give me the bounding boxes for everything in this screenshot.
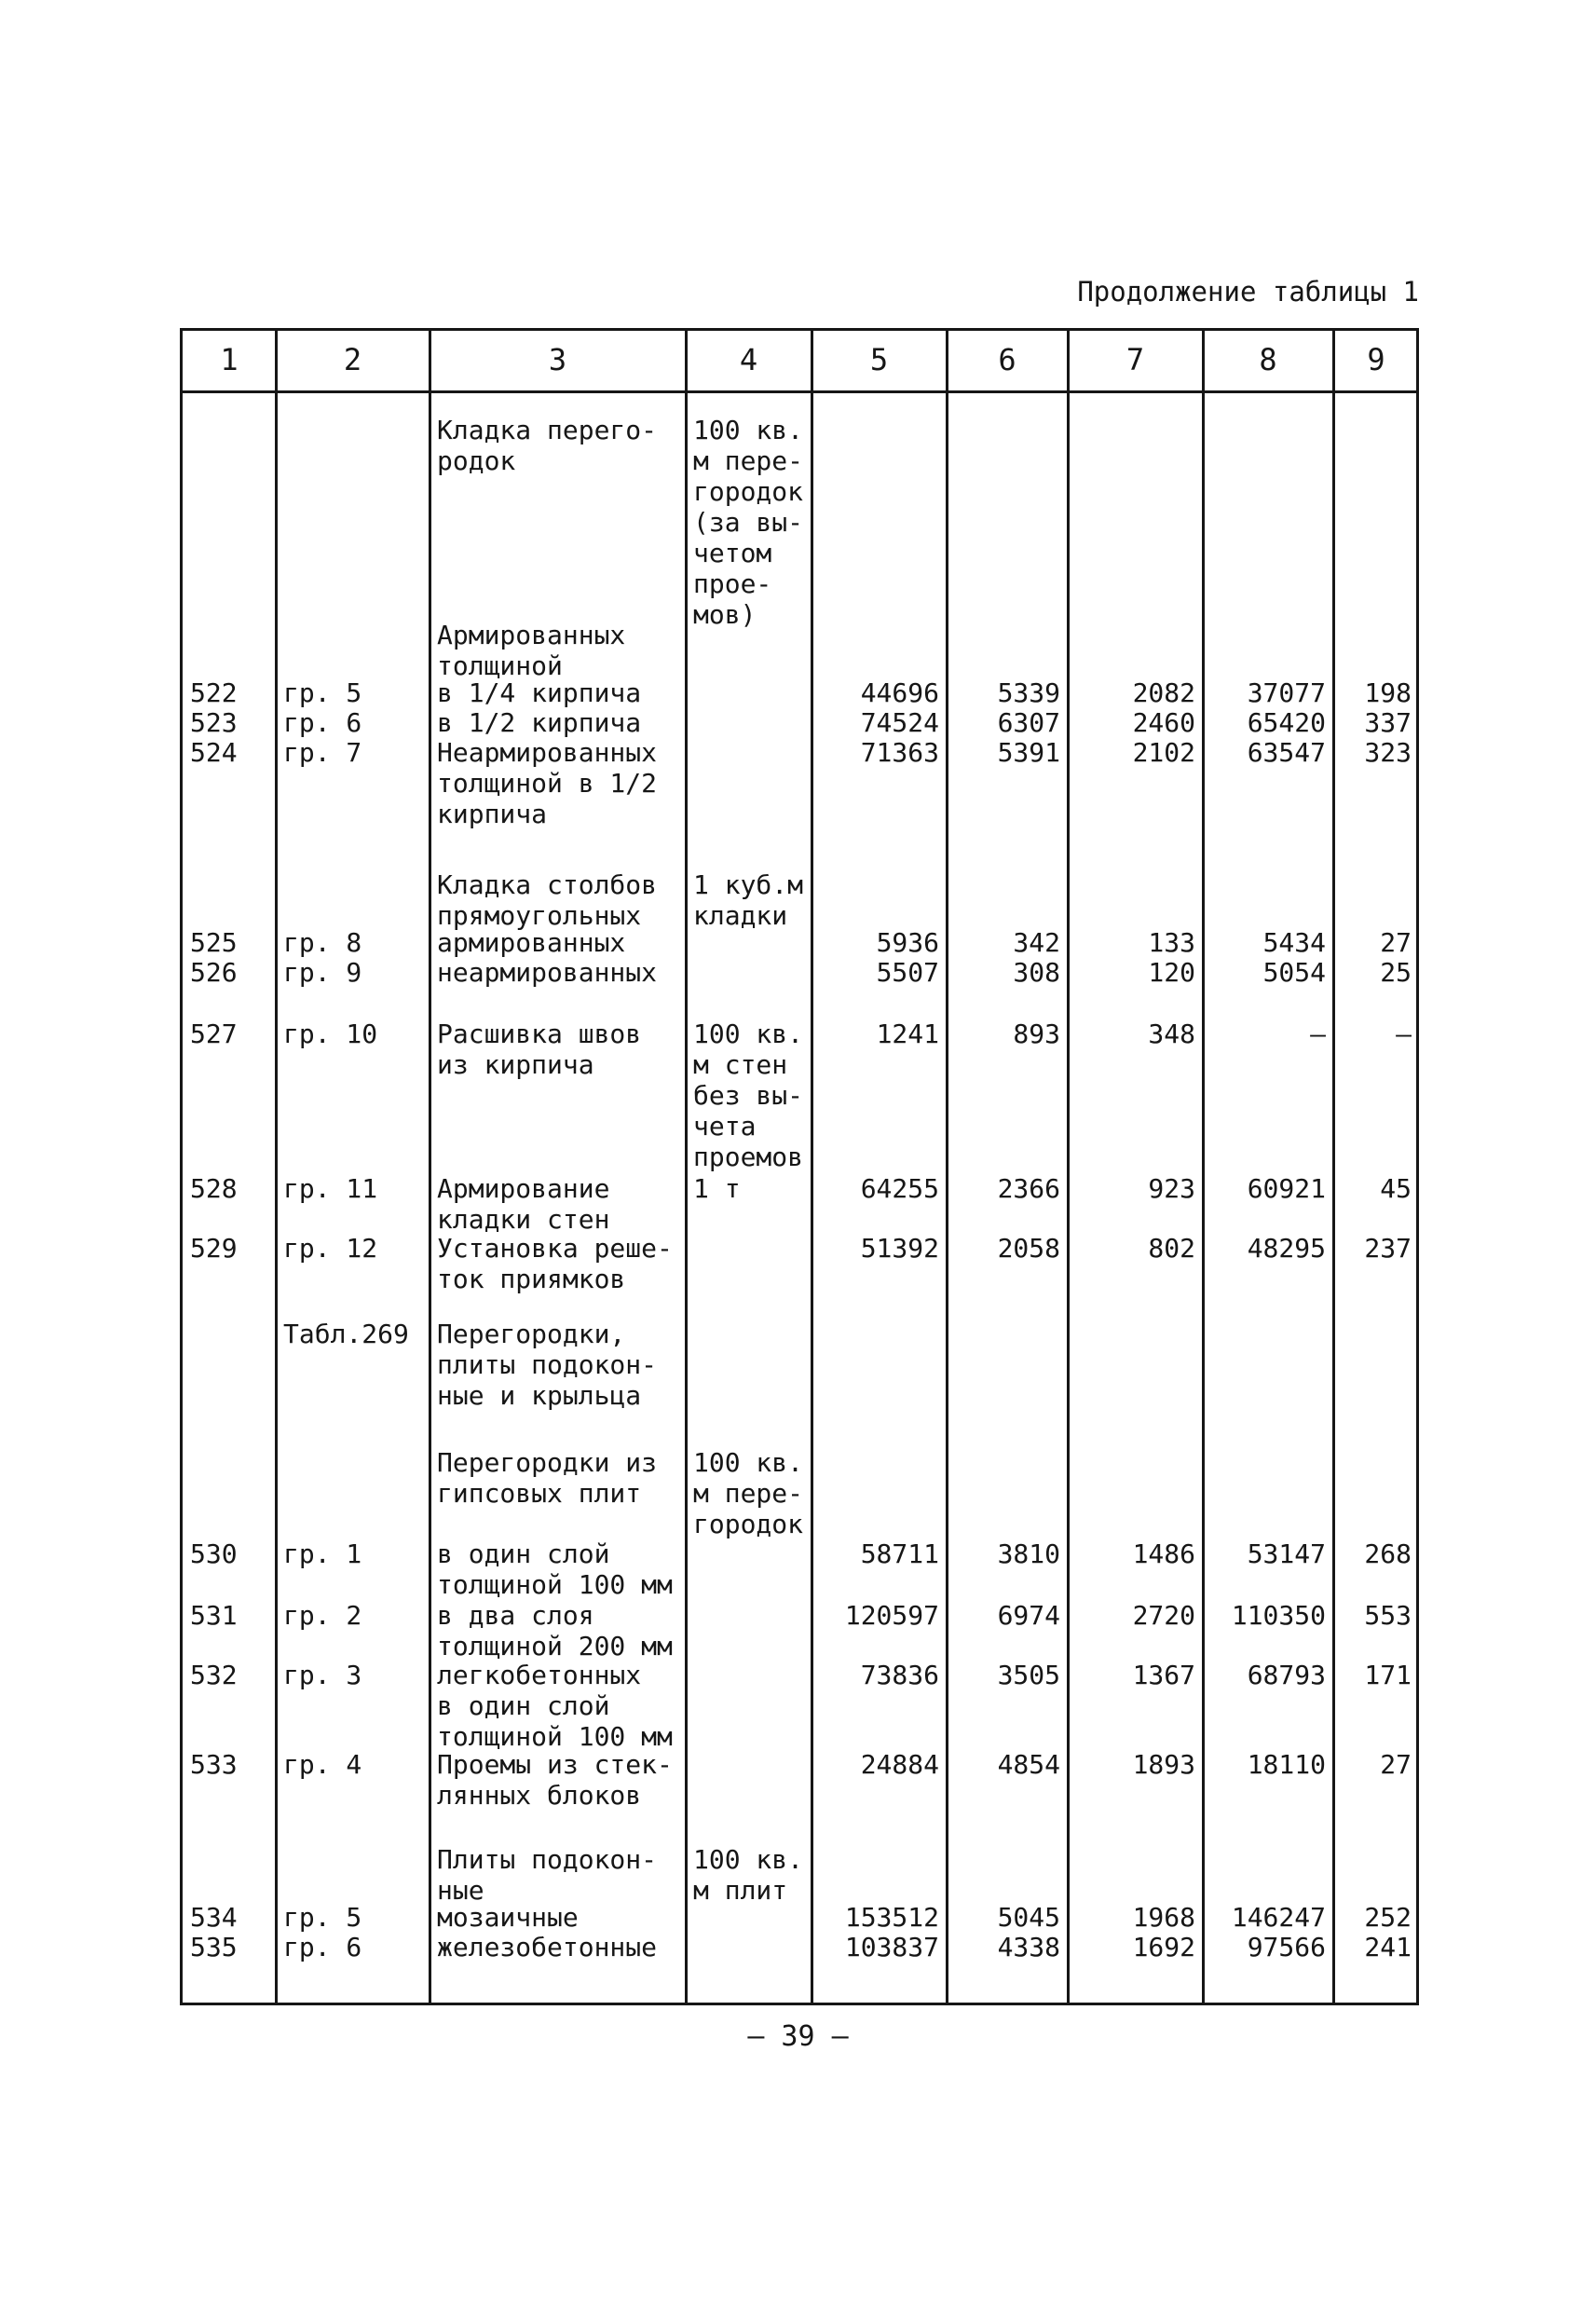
table-cell-col8: 48295 [1247, 1233, 1326, 1264]
table-cell-col7: 133 [1148, 927, 1195, 958]
table-cell-col6: 5339 [997, 677, 1060, 708]
table-cell-col3: Армированных толщиной [437, 620, 626, 681]
table-cell-col9: 25 [1380, 957, 1412, 988]
table-cell-col2: гр. 11 [283, 1173, 378, 1204]
column-divider [946, 331, 948, 2003]
table-cell-col7: 923 [1148, 1173, 1195, 1204]
table-cell-col1: 528 [190, 1173, 238, 1204]
table-cell-col3: железобетонные [437, 1932, 658, 1962]
table-cell-col4: 100 кв. м пере- городок [693, 1447, 804, 1539]
table-cell-col2: гр. 10 [283, 1019, 378, 1049]
table-cell-col3: в один слой толщиной 100 мм [437, 1538, 673, 1600]
table-cell-col6: 3505 [997, 1660, 1060, 1690]
table-cell-col6: 6307 [997, 707, 1060, 738]
table-cell-col5: 58711 [860, 1538, 939, 1569]
table-cell-col3: мозаичные [437, 1902, 579, 1933]
table-cell-col4: 1 куб.м кладки [693, 869, 804, 931]
table-cell-col9: 27 [1380, 927, 1412, 958]
table-cell-col1: 526 [190, 957, 238, 988]
column-divider [429, 331, 431, 2003]
table-cell-col9: 45 [1380, 1173, 1412, 1204]
column-divider [1332, 331, 1335, 2003]
table-cell-col2: гр. 5 [283, 677, 362, 708]
data-table [180, 328, 1419, 2005]
table-cell-col1: 527 [190, 1019, 238, 1049]
table-cell-col3: Перегородки из гипсовых плит [437, 1447, 658, 1509]
table-cell-col3: в 1/4 кирпича [437, 677, 642, 708]
table-cell-col5: 120597 [844, 1600, 939, 1631]
column-header-2: 2 [343, 342, 362, 377]
table-cell-col2: гр. 8 [283, 927, 362, 958]
table-cell-col8: 60921 [1247, 1173, 1326, 1204]
table-cell-col2: гр. 2 [283, 1600, 362, 1631]
table-cell-col6: 5391 [997, 737, 1060, 768]
table-cell-col9: 241 [1364, 1932, 1412, 1962]
table-cell-col8: 110350 [1231, 1600, 1326, 1631]
table-cell-col4: 100 кв. м плит [693, 1844, 804, 1906]
table-cell-col3: легкобетонных в один слой толщиной 100 мм [437, 1660, 673, 1752]
table-cell-col9: 198 [1364, 677, 1412, 708]
table-cell-col2: гр. 1 [283, 1538, 362, 1569]
table-cell-col7: 1367 [1132, 1660, 1195, 1690]
table-cell-col1: 534 [190, 1902, 238, 1933]
table-cell-col3: Кладка столбов прямоугольных [437, 869, 658, 931]
table-cell-col3: Проемы из стек- лянных блоков [437, 1749, 673, 1811]
table-cell-col8: 5434 [1262, 927, 1326, 958]
table-cell-col2: гр. 3 [283, 1660, 362, 1690]
column-divider [275, 331, 278, 2003]
table-cell-col5: 71363 [860, 737, 939, 768]
column-header-5: 5 [869, 342, 889, 377]
column-header-3: 3 [548, 342, 567, 377]
table-cell-col3: армированных [437, 927, 626, 958]
table-cell-col8: 18110 [1247, 1749, 1326, 1780]
table-cell-col9: 252 [1364, 1902, 1412, 1933]
table-cell-col9: 27 [1380, 1749, 1412, 1780]
table-cell-col7: 1692 [1132, 1932, 1195, 1962]
table-cell-col7: 2460 [1132, 707, 1195, 738]
table-cell-col3: Расшивка швов из кирпича [437, 1019, 642, 1080]
table-continuation-caption: Продолжение таблицы 1 [1077, 276, 1419, 308]
table-cell-col8: 37077 [1247, 677, 1326, 708]
table-cell-col4: 1 т [693, 1173, 741, 1204]
table-cell-col8: 53147 [1247, 1538, 1326, 1569]
table-cell-col6: 2058 [997, 1233, 1060, 1264]
table-cell-col7: 120 [1148, 957, 1195, 988]
table-cell-col2: гр. 7 [283, 737, 362, 768]
table-cell-col7: 1893 [1132, 1749, 1195, 1780]
table-cell-col1: 522 [190, 677, 238, 708]
table-cell-col6: 4854 [997, 1749, 1060, 1780]
table-cell-col6: 4338 [997, 1932, 1060, 1962]
table-cell-col3: в два слоя толщиной 200 мм [437, 1600, 673, 1661]
table-cell-col1: 530 [190, 1538, 238, 1569]
table-cell-col9: 237 [1364, 1233, 1412, 1264]
table-cell-col5: 153512 [844, 1902, 939, 1933]
table-cell-col5: 44696 [860, 677, 939, 708]
column-header-9: 9 [1367, 342, 1385, 377]
table-cell-col6: 6974 [997, 1600, 1060, 1631]
table-cell-col3: в 1/2 кирпича [437, 707, 642, 738]
table-cell-col1: 532 [190, 1660, 238, 1690]
table-cell-col7: 2720 [1132, 1600, 1195, 1631]
column-header-7: 7 [1125, 342, 1145, 377]
table-cell-col1: 524 [190, 737, 238, 768]
column-header-8: 8 [1259, 342, 1277, 377]
table-cell-col5: 24884 [860, 1749, 939, 1780]
table-cell-col7: 1968 [1132, 1902, 1195, 1933]
table-cell-col2: гр. 5 [283, 1902, 362, 1933]
table-cell-col9: 171 [1364, 1660, 1412, 1690]
table-cell-col8: 97566 [1247, 1932, 1326, 1962]
table-cell-col2: гр. 6 [283, 1932, 362, 1962]
column-divider [1067, 331, 1070, 2003]
table-cell-col8: 68793 [1247, 1660, 1326, 1690]
table-cell-col2: гр. 4 [283, 1749, 362, 1780]
table-cell-col5: 5936 [876, 927, 939, 958]
header-divider [183, 390, 1416, 393]
table-cell-col8: – [1310, 1019, 1326, 1049]
column-header-6: 6 [998, 342, 1016, 377]
table-cell-col8: 65420 [1247, 707, 1326, 738]
table-cell-col6: 342 [1013, 927, 1060, 958]
table-cell-col9: 553 [1364, 1600, 1412, 1631]
table-cell-col2: гр. 6 [283, 707, 362, 738]
table-cell-col6: 2366 [997, 1173, 1060, 1204]
table-cell-col7: 2082 [1132, 677, 1195, 708]
table-cell-col3: неармированных [437, 957, 658, 988]
table-cell-col9: 323 [1364, 737, 1412, 768]
table-cell-col3: Кладка перего- родок [437, 415, 658, 476]
table-cell-col9: 337 [1364, 707, 1412, 738]
table-cell-col7: 348 [1148, 1019, 1195, 1049]
table-cell-col6: 5045 [997, 1902, 1060, 1933]
table-cell-col6: 893 [1013, 1019, 1060, 1049]
table-cell-col6: 308 [1013, 957, 1060, 988]
table-cell-col3: Неармированных толщиной в 1/2 кирпича [437, 737, 658, 829]
table-cell-col8: 146247 [1231, 1902, 1326, 1933]
table-cell-col5: 5507 [876, 957, 939, 988]
table-cell-col2: гр. 12 [283, 1233, 378, 1264]
table-cell-col3: Установка реше- ток приямков [437, 1233, 673, 1294]
table-cell-col6: 3810 [997, 1538, 1060, 1569]
page-number: – 39 – [747, 2020, 849, 2053]
table-cell-col7: 2102 [1132, 737, 1195, 768]
table-cell-col3: Армирование кладки стен [437, 1173, 610, 1235]
table-cell-col5: 74524 [860, 707, 939, 738]
table-cell-col7: 1486 [1132, 1538, 1195, 1569]
table-cell-col8: 5054 [1262, 957, 1326, 988]
table-cell-col1: 529 [190, 1233, 238, 1264]
table-cell-col5: 1241 [876, 1019, 939, 1049]
table-cell-col1: 525 [190, 927, 238, 958]
table-cell-col3: Перегородки, плиты подокон- ные и крыльца [437, 1319, 658, 1411]
table-cell-col8: 63547 [1247, 737, 1326, 768]
column-header-1: 1 [220, 342, 239, 377]
table-cell-col2: Табл.269 [283, 1319, 409, 1349]
table-cell-col4: 100 кв. м стен без вы- чета проемов [693, 1019, 804, 1172]
table-cell-col1: 531 [190, 1600, 238, 1631]
table-cell-col9: 268 [1364, 1538, 1412, 1569]
table-cell-col5: 64255 [860, 1173, 939, 1204]
table-cell-col9: – [1396, 1019, 1412, 1049]
column-divider [1202, 331, 1205, 2003]
table-cell-col1: 533 [190, 1749, 238, 1780]
column-divider [811, 331, 813, 2003]
table-cell-col5: 73836 [860, 1660, 939, 1690]
table-cell-col4: 100 кв. м пере- городок (за вы- четом прое- мов) [693, 415, 804, 630]
table-cell-col1: 535 [190, 1932, 238, 1962]
column-header-4: 4 [739, 342, 758, 377]
column-divider [685, 331, 688, 2003]
table-cell-col2: гр. 9 [283, 957, 362, 988]
table-cell-col5: 103837 [844, 1932, 939, 1962]
table-cell-col5: 51392 [860, 1233, 939, 1264]
table-cell-col7: 802 [1148, 1233, 1195, 1264]
table-cell-col3: Плиты подокон- ные [437, 1844, 658, 1906]
table-cell-col1: 523 [190, 707, 238, 738]
